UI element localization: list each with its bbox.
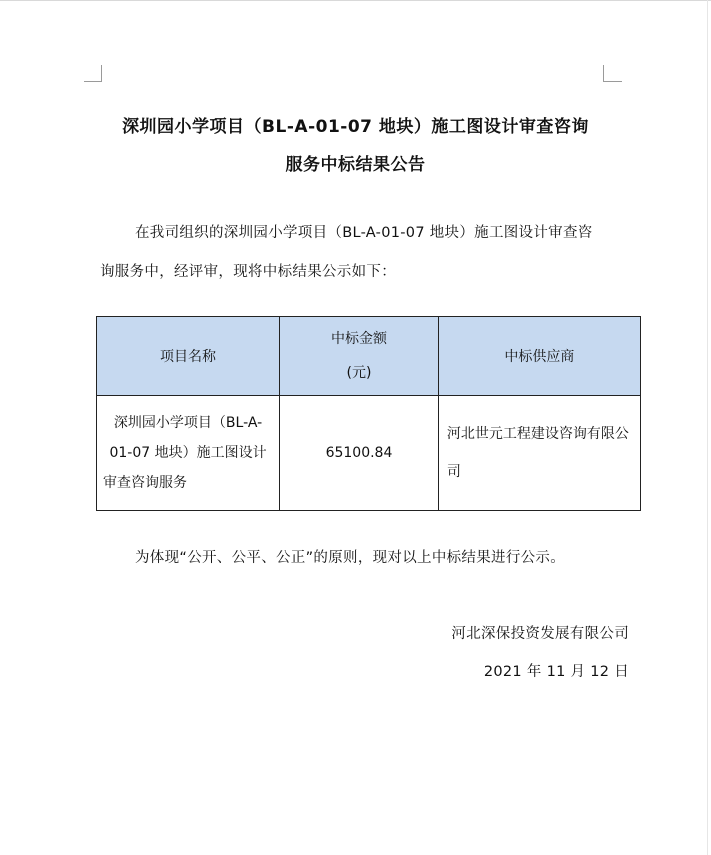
margin-corner-mark-right	[603, 65, 604, 81]
issue-date: 2021 年 11 月 12 日	[483, 664, 629, 680]
header-amount	[280, 317, 439, 396]
intro-paragraph-line1: 在我司组织的深圳园小学项目（BL-A-01-07 地块）施工图设计审查咨	[135, 225, 593, 241]
document-title-line2: 服务中标结果公告	[285, 155, 426, 175]
document-title-line1: 深圳园小学项目（BL-A-01-07 地块）施工图设计审查咨询	[122, 117, 589, 137]
table-header-row	[97, 317, 641, 396]
cell-supplier: 河北世元工程建设咨询有限公司	[438, 396, 640, 511]
margin-corner-mark-left	[101, 65, 102, 81]
page-top-edge	[0, 0, 711, 1]
margin-corner-mark-right-h	[603, 81, 622, 82]
cell-amount: 65100.84	[280, 396, 439, 511]
cell-project-name: 深圳园小学项目（BL-A-01-07 地块）施工图设计审查咨询服务	[97, 396, 280, 511]
page-right-edge	[707, 0, 708, 855]
header-amount-label: 中标金额	[330, 331, 387, 347]
closing-statement: 为体现“公开、公平、公正”的原则，现对以上中标结果进行公示。	[135, 550, 566, 566]
intro-paragraph-line2: 询服务中，经评审，现将中标结果公示如下：	[100, 264, 396, 280]
header-amount-unit: (元)	[346, 365, 372, 381]
header-project-name: 项目名称	[97, 317, 280, 396]
award-result-table	[96, 316, 641, 511]
table-row	[97, 396, 641, 511]
margin-corner-mark-left-h	[84, 81, 102, 82]
issuer-company: 河北深保投资发展有限公司	[451, 626, 629, 642]
header-supplier: 中标供应商	[438, 317, 640, 396]
